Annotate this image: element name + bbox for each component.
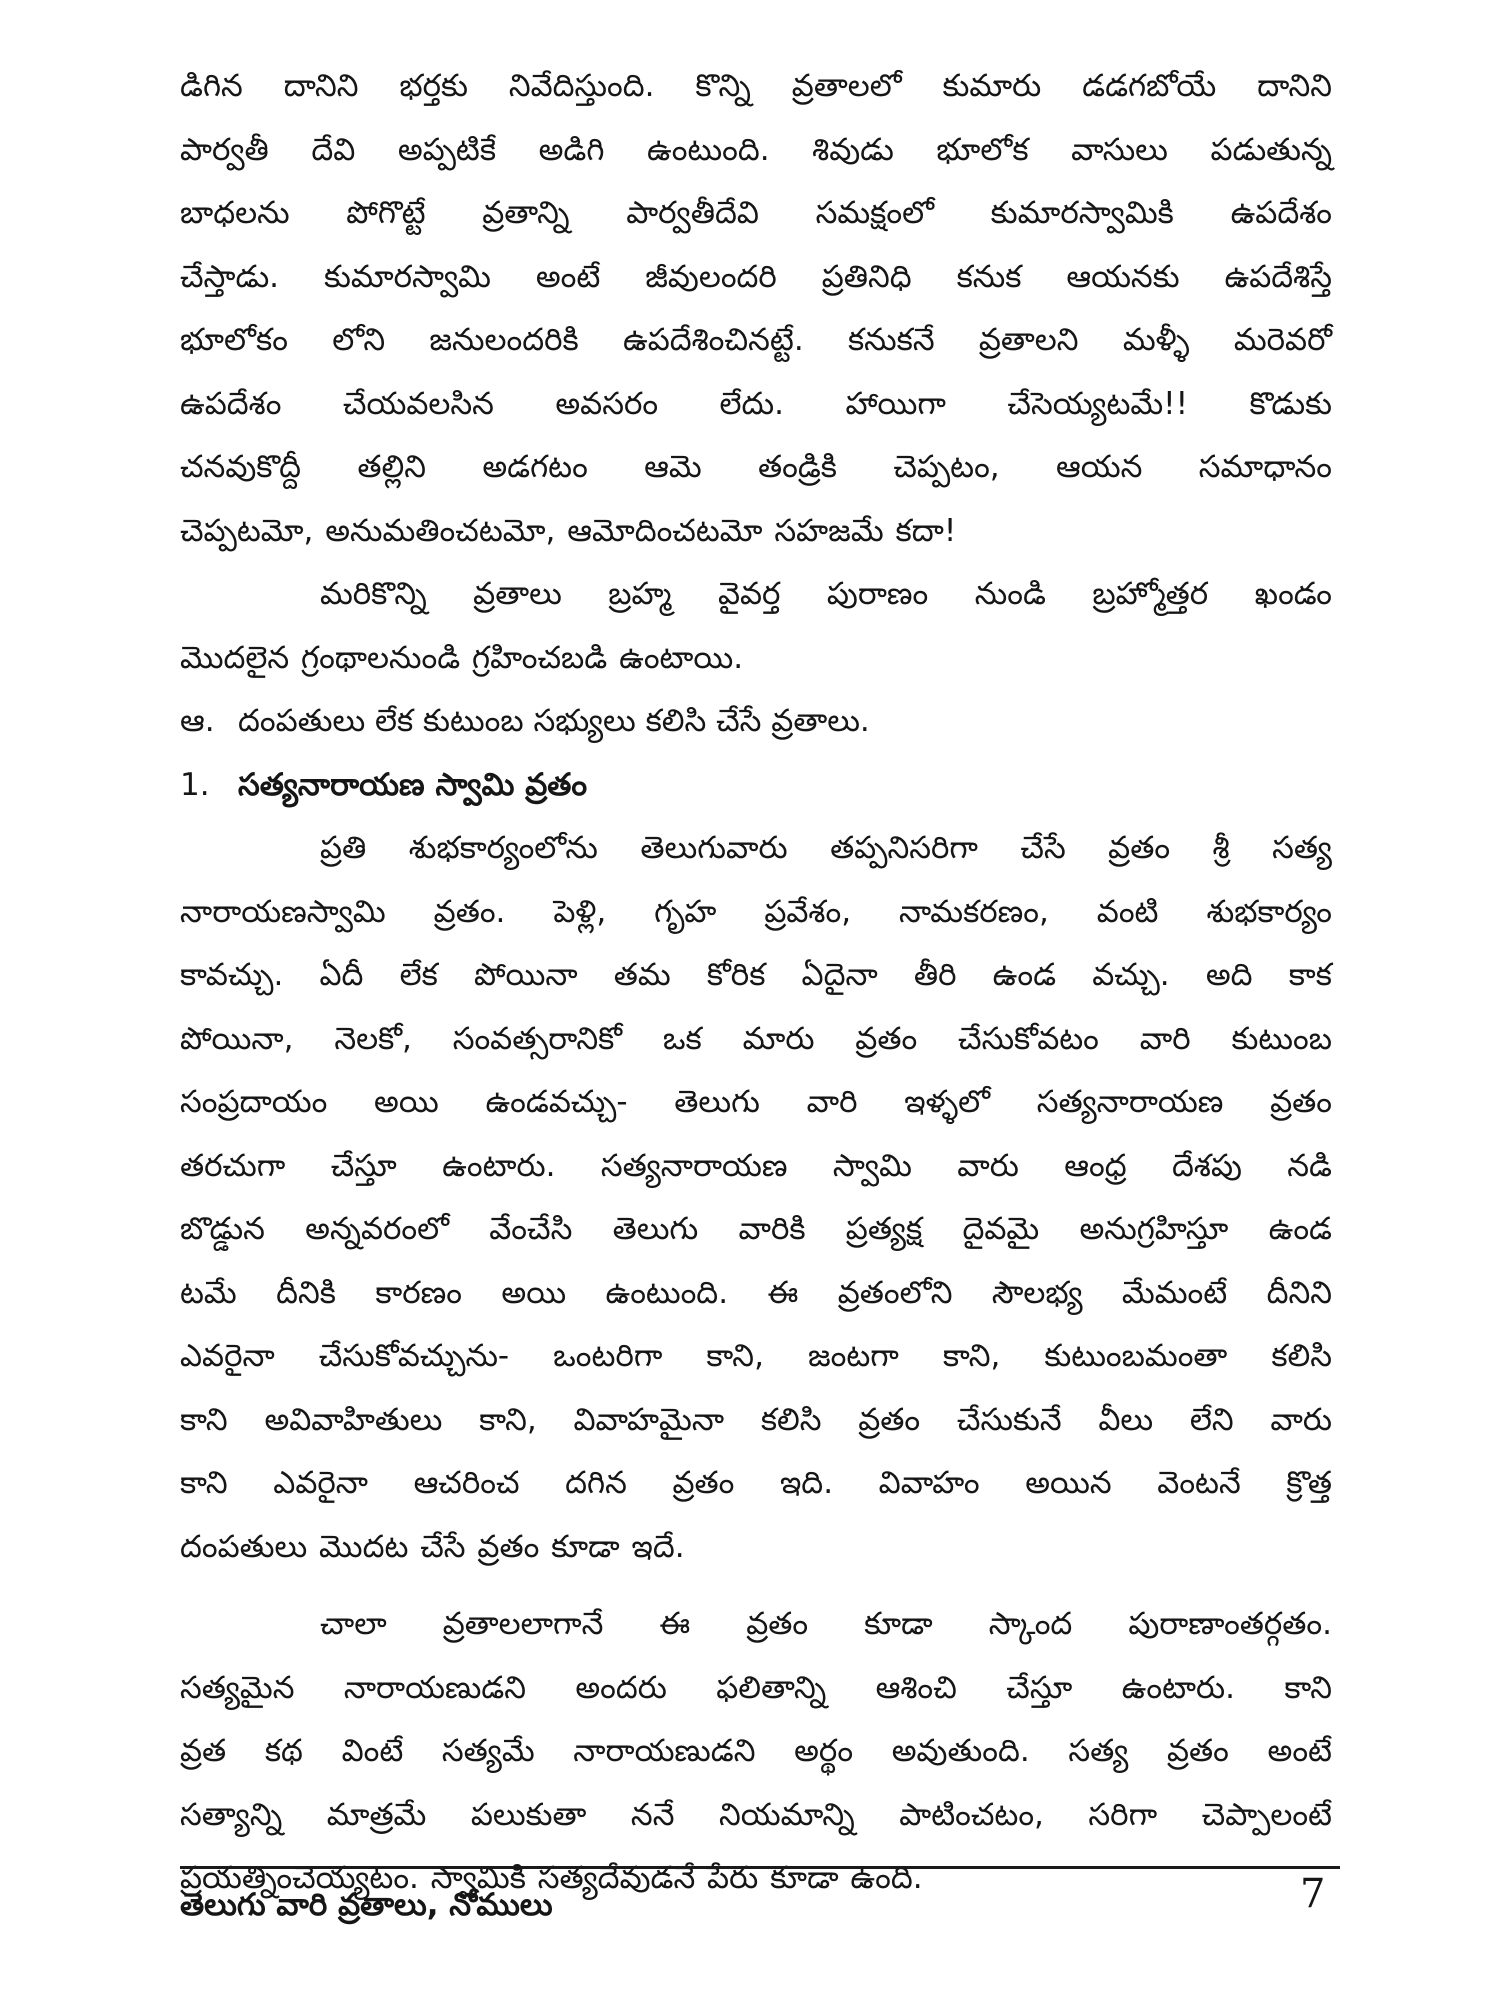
text-line: చనవుకొద్దీ తల్లిని అడగటం ఆమె తండ్రికి చెప్పటం, ఆయన సమాధానం <box>180 449 1332 485</box>
page-number: 7 <box>1300 1871 1326 1917</box>
text-line: డిగిన దానిని భర్తకు నివేదిస్తుంది. కొన్ని వ్రతాలలో కుమారు డడగబోయే దానిని <box>180 68 1332 104</box>
text-line: చాలా వ్రతాలలాగానే ఈ వ్రతం కూడా స్కాంద పురాణాంతర్గతం. <box>320 1606 1332 1642</box>
list-item-text: దంపతులు లేక కుటుంబ సభ్యులు కలిసి చేసే వ్రతాలు. <box>238 703 870 739</box>
text-line: పోయినా, నెలకో, సంవత్సరానికో ఒక మారు వ్రతం చేసుకోవటం వారి కుటుంబ <box>180 1020 1332 1057</box>
section-number: 1. <box>180 766 210 803</box>
text-line: కావచ్చు. ఏదీ లేక పోయినా తమ కోరిక ఏదైనా తీరి ఉండ వచ్చు. అది కాక <box>180 957 1332 993</box>
page-body <box>180 55 1332 1911</box>
paragraph-satyanarayana <box>180 881 1332 1580</box>
text-line: ఎవరైనా చేసుకోవచ్చును- ఒంటరిగా కాని, జంటగా కాని, కుటుంబమంతా కలిసి <box>180 1338 1332 1374</box>
text-line: ఉపదేశం చేయవలసిన అవసరం లేదు. హాయిగా చేసెయ్యటమే!! కొడుకు <box>180 385 1332 422</box>
text-line: మరికొన్ని వ్రతాలు బ్రహ్మ వైవర్త పురాణం నుండి బ్రహ్మోత్తర ఖండం <box>320 576 1332 612</box>
paragraph-continuation <box>180 55 1332 563</box>
text-line: టమే దీనికి కారణం అయి ఉంటుంది. ఈ వ్రతంలోని సౌలభ్య మేమంటే దీనిని <box>180 1274 1332 1311</box>
text-line: దంపతులు మొదట చేసే వ్రతం కూడా ఇదే. <box>180 1528 685 1565</box>
text-line: బాధలను పోగొట్టే వ్రతాన్ని పార్వతీదేవి సమక్షంలో కుమారస్వామికి ఉపదేశం <box>180 195 1332 231</box>
text-line: కాని అవివాహితులు కాని, వివాహమైనా కలిసి వ్రతం చేసుకునే వీలు లేని వారు <box>180 1401 1332 1438</box>
text-line: కాని ఎవరైనా ఆచరించ దగిన వ్రతం ఇది. వివాహం అయిన వెంటనే క్రొత్త <box>180 1465 1332 1501</box>
text-line: మొదలైన గ్రంథాలనుండి గ్రహించబడి ఉంటాయి. <box>180 639 744 676</box>
text-line: సంప్రదాయం అయి ఉండవచ్చు- తెలుగు వారి ఇళ్ళలో సత్యనారాయణ వ్రతం <box>180 1084 1332 1120</box>
text-line: సత్యాన్ని మాత్రమే పలుకుతా ననే నియమాన్ని పాటించటం, సరిగా చెప్పాలంటే <box>180 1796 1332 1833</box>
paragraph-satyanarayana-first <box>180 817 1332 881</box>
text-line: సత్యమైన నారాయణుడని అందరు ఫలితాన్ని ఆశించి చేస్తూ ఉంటారు. కాని <box>180 1669 1332 1706</box>
paragraph-brahma-vaivarta <box>180 563 1332 627</box>
paragraph-skanda-first <box>180 1593 1332 1657</box>
paragraph-skanda <box>180 1657 1332 1911</box>
text-line: చేస్తాడు. కుమారస్వామి అంటే జీవులందరి ప్రతినిధి కనుక ఆయనకు ఉపదేశిస్తే <box>180 258 1332 295</box>
list-marker: ఆ. <box>180 703 215 739</box>
text-line: పార్వతీ దేవి అప్పటికే అడిగి ఉంటుంది. శివుడు భూలోక వాసులు పడుతున్న <box>180 131 1332 168</box>
paragraph-brahma-vaivarta-cont <box>180 627 1332 691</box>
running-footer-title: తెలుగు వారి వ్రతాలు, నోములు <box>180 1887 553 1923</box>
list-item <box>180 690 1332 754</box>
text-line: బొడ్డున అన్నవరంలో వేంచేసి తెలుగు వారికి ప్రత్యక్ష దైవమై అనుగ్రహిస్తూ ఉండ <box>180 1211 1332 1247</box>
text-line: ప్రతి శుభకార్యంలోను తెలుగువారు తప్పనిసరిగా చేసే వ్రతం శ్రీ సత్య <box>320 830 1332 866</box>
text-line: భూలోకం లోని జనులందరికి ఉపదేశించినట్టే. కనుకనే వ్రతాలని మళ్ళీ మరెవరో <box>180 322 1332 358</box>
footer-divider <box>180 1866 1340 1869</box>
text-line: చెప్పటమో, అనుమతించటమో, ఆమోదించటమో సహజమే కదా! <box>180 512 957 549</box>
text-line: ప్రయత్నించెయ్యటం. స్వామికి సత్యదేవుడనే పేరు కూడా ఉంది. <box>180 1860 923 1896</box>
text-line: వ్రత కథ వింటే సత్యమే నారాయణుడని అర్థం అవుతుంది. సత్య వ్రతం అంటే <box>180 1733 1332 1769</box>
text-line: తరచుగా చేస్తూ ఉంటారు. సత్యనారాయణ స్వామి వారు ఆంధ్ర దేశపు నడి <box>180 1147 1332 1184</box>
section-heading <box>180 754 1332 818</box>
text-line: నారాయణస్వామి వ్రతం. పెళ్లి, గృహ ప్రవేశం, నామకరణం, వంటి శుభకార్యం <box>180 893 1332 930</box>
section-title: సత్యనారాయణ స్వామి వ్రతం <box>238 766 588 803</box>
